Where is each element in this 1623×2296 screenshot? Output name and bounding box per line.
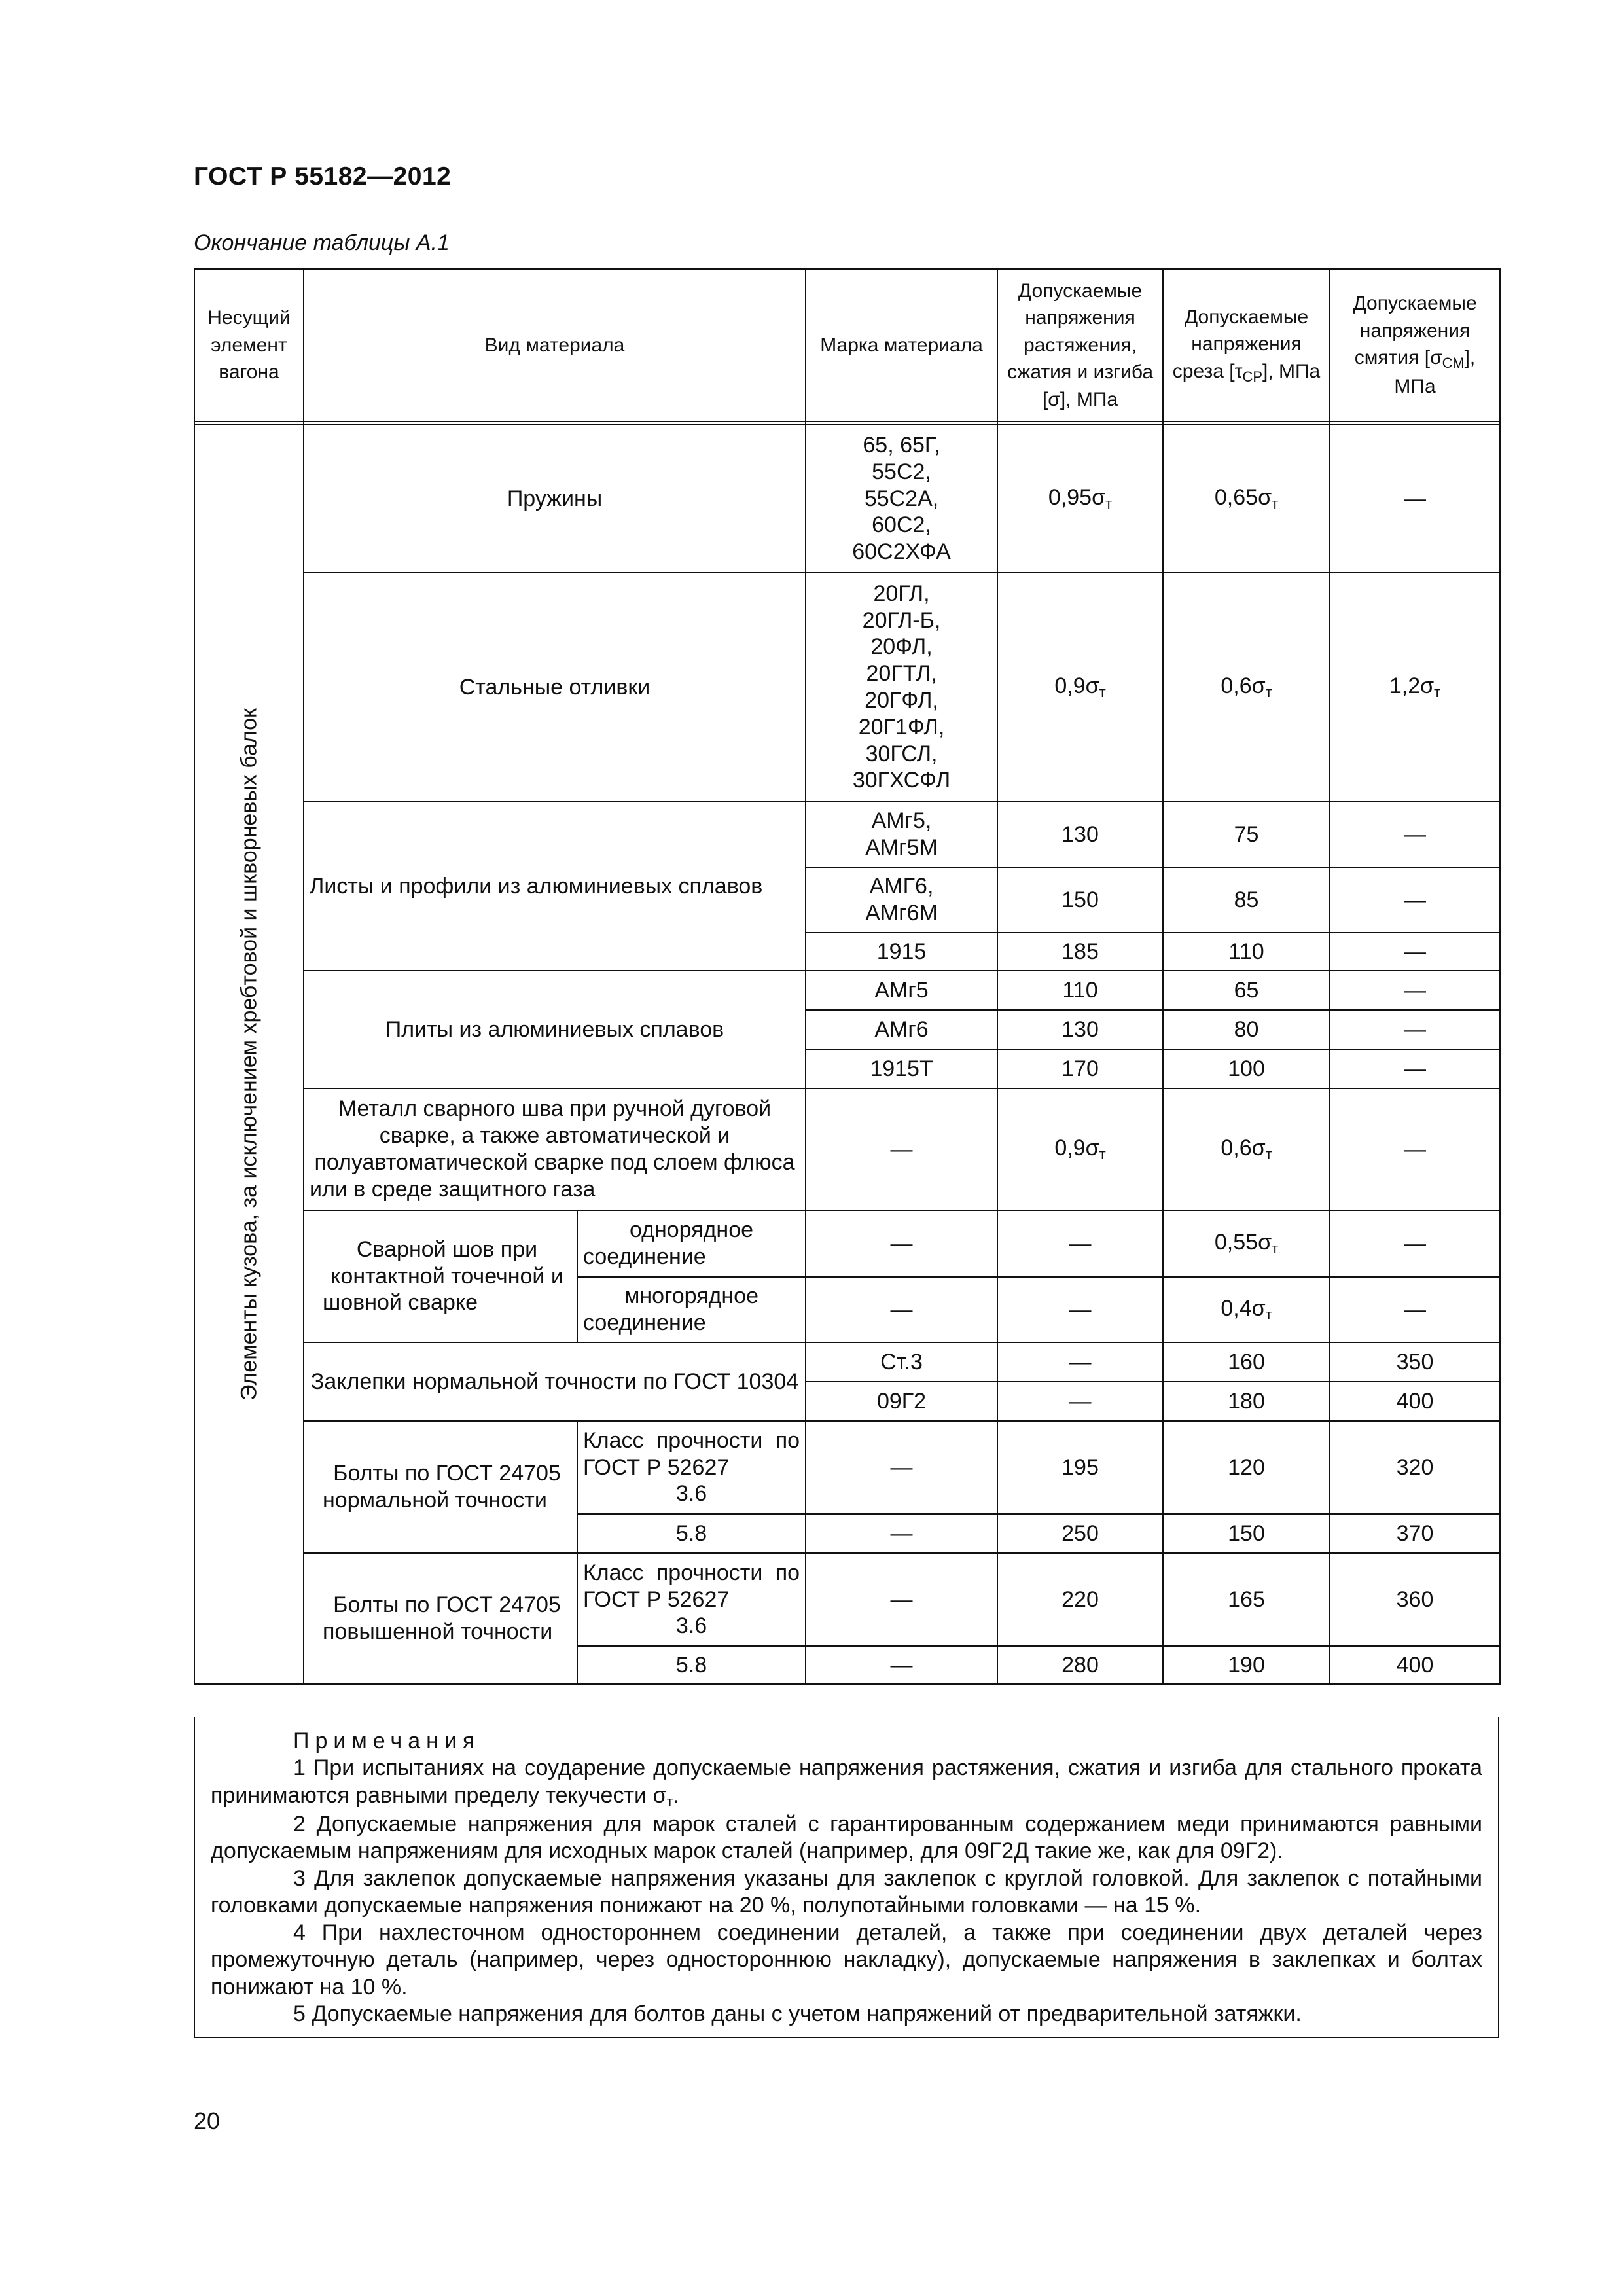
grade-cell: АМг6	[806, 1010, 997, 1049]
shear-cell: 80	[1163, 1010, 1330, 1049]
material-cell: Пружины	[304, 425, 806, 573]
material-cell: Болты по ГОСТ 24705 нормальной точности	[304, 1421, 577, 1553]
bearing-cell: —	[1330, 802, 1500, 867]
page-number: 20	[194, 2108, 221, 2134]
bearing-cell: 360	[1330, 1553, 1500, 1646]
class-cell: 5.8	[577, 1646, 806, 1684]
shear-cell: 65	[1163, 971, 1330, 1010]
bearing-cell: —	[1330, 1010, 1500, 1049]
joint-kind-cell: многорядное соединение	[577, 1277, 806, 1342]
stress-table	[194, 268, 1501, 1685]
shear-cell: 85	[1163, 867, 1330, 933]
shear-cell: $0,4\sigma_т$	[1163, 1277, 1330, 1342]
shear-cell: 100	[1163, 1049, 1330, 1088]
shear-cell: 120	[1163, 1421, 1330, 1514]
grade-cell: 65, 65Г, 55С2, 55С2А, 60С2, 60С2ХФА	[806, 425, 997, 573]
class-cell: Класс прочности по ГОСТ Р 52627 3.6	[577, 1553, 806, 1646]
shear-cell: 180	[1163, 1382, 1330, 1421]
grade-cell: —	[806, 1210, 997, 1277]
col-header-shear: Допускаемые напряжения среза $[\tau_{СР}]$, МПа	[1163, 269, 1330, 422]
bearing-cell: 400	[1330, 1646, 1500, 1684]
shear-cell: $0,65\sigma_т$	[1163, 425, 1330, 573]
shear-cell: 190	[1163, 1646, 1330, 1684]
bearing-cell: 370	[1330, 1514, 1500, 1553]
material-cell: Сварной шов при контактной точечной и шовной сварке	[304, 1210, 577, 1342]
bearing-cell: 350	[1330, 1342, 1500, 1382]
class-cell: Класс прочности по ГОСТ Р 52627 3.6	[577, 1421, 806, 1514]
bearing-cell: —	[1330, 1277, 1500, 1342]
tension-cell: $0,9\sigma_т$	[997, 1088, 1163, 1210]
tension-cell: 170	[997, 1049, 1163, 1088]
col-header-grade: Марка материала	[806, 269, 997, 422]
tension-cell: 185	[997, 933, 1163, 971]
grade-cell: 20ГЛ, 20ГЛ-Б, 20ФЛ, 20ГТЛ, 20ГФЛ, 20Г1ФЛ, 30ГСЛ, 30ГХСФЛ	[806, 573, 997, 802]
shear-cell: $0,6\sigma_т$	[1163, 1088, 1330, 1210]
table-row	[194, 971, 1500, 1010]
tension-cell: 280	[997, 1646, 1163, 1684]
material-cell: Металл сварного шва при ручной дуговой сварке, а также автоматической и полуавтоматической сварке под слоем флюса или в среде защитного газа	[304, 1088, 806, 1210]
shear-cell: 160	[1163, 1342, 1330, 1382]
table-row	[194, 573, 1500, 802]
note-3: 3 Для заклепок допускаемые напряжения указаны для заклепок с круглой головкой. Для заклепок с потайными головками допускаемые напряжения понижают на 20 %, полупотайными головками — на 15 %.	[211, 1865, 1482, 1918]
tension-cell: —	[997, 1382, 1163, 1421]
element-cell	[194, 425, 304, 1684]
shear-cell: $0,55\sigma_т$	[1163, 1210, 1330, 1277]
material-cell: Болты по ГОСТ 24705 повышенной точности	[304, 1553, 577, 1684]
bearing-cell: —	[1330, 1210, 1500, 1277]
col-header-bearing: Допускаемые напряжения смятия $[\sigma_{СМ}]$, МПа	[1330, 269, 1500, 422]
table-row	[194, 802, 1500, 867]
grade-cell: —	[806, 1277, 997, 1342]
grade-cell: Ст.3	[806, 1342, 997, 1382]
tension-cell: 150	[997, 867, 1163, 933]
note-4: 4 При нахлесточном одностороннем соединении деталей, а также при соединении двух деталей через промежуточную деталь (например, через одностороннюю накладку), допускаемые напряжения в заклепках и болтах понижают на 10 %.	[211, 1920, 1482, 2000]
bearing-cell: —	[1330, 1049, 1500, 1088]
col-header-element: Несущий элемент вагона	[194, 269, 304, 422]
joint-kind-cell: однорядное соединение	[577, 1210, 806, 1277]
bearing-cell: —	[1330, 425, 1500, 573]
tension-cell: $0,95\sigma_т$	[997, 425, 1163, 573]
grade-cell: 09Г2	[806, 1382, 997, 1421]
material-cell: Стальные отливки	[304, 573, 806, 802]
note-5: 5 Допускаемые напряжения для болтов даны с учетом напряжений от предварительной затяжки.	[293, 2001, 1302, 2027]
tension-cell: 130	[997, 1010, 1163, 1049]
grade-cell: —	[806, 1421, 997, 1514]
grade-cell: АМг5	[806, 971, 997, 1010]
grade-cell: —	[806, 1646, 997, 1684]
table-row	[194, 1342, 1500, 1382]
table-row	[194, 1210, 1500, 1277]
grade-cell: 1915	[806, 933, 997, 971]
grade-cell: 1915Т	[806, 1049, 997, 1088]
grade-cell: АМГ6, АМг6М	[806, 867, 997, 933]
note-1: 1 При испытаниях на соударение допускаемые напряжения растяжения, сжатия и изгиба для стального проката принимаются равными пределу текучести $\sigma_т$.	[211, 1755, 1482, 1810]
class-cell: 5.8	[577, 1514, 806, 1553]
table-row	[194, 425, 1500, 573]
material-cell: Листы и профили из алюминиевых сплавов	[304, 802, 806, 971]
col-header-material-kind: Вид материала	[304, 269, 806, 422]
note-2: 2 Допускаемые напряжения для марок сталей с гарантированным содержанием меди принимаются равными допускаемым напряжениям для исходных марок сталей (например, для 09Г2Д такие же, как для 09Г2).	[211, 1811, 1482, 1864]
grade-cell: —	[806, 1514, 997, 1553]
material-cell: Плиты из алюминиевых сплавов	[304, 971, 806, 1088]
tension-cell: —	[997, 1277, 1163, 1342]
tension-cell: 195	[997, 1421, 1163, 1514]
bearing-cell: 320	[1330, 1421, 1500, 1514]
table-header-row	[194, 269, 1500, 422]
material-cell: Заклепки нормальной точности по ГОСТ 10304	[304, 1342, 806, 1421]
tension-cell: 250	[997, 1514, 1163, 1553]
tension-cell: $0,9\sigma_т$	[997, 573, 1163, 802]
grade-cell: —	[806, 1088, 997, 1210]
bearing-cell: 400	[1330, 1382, 1500, 1421]
table-row	[194, 1088, 1500, 1210]
bearing-cell: —	[1330, 1088, 1500, 1210]
document-code: ГОСТ Р 55182—2012	[194, 162, 452, 190]
bearing-cell: —	[1330, 933, 1500, 971]
shear-cell: 150	[1163, 1514, 1330, 1553]
bearing-cell: $1,2\sigma_т$	[1330, 573, 1500, 802]
shear-cell: 75	[1163, 802, 1330, 867]
table-notes	[194, 1717, 1499, 2038]
bearing-cell: —	[1330, 867, 1500, 933]
shear-cell: 110	[1163, 933, 1330, 971]
col-header-tension: Допускаемые напряжения растяжения, сжатия и изгиба [σ], МПа	[997, 269, 1163, 422]
grade-cell: —	[806, 1553, 997, 1646]
element-label: Элементы кузова, за исключением хребтовой и шкворневых балок	[236, 708, 262, 1401]
bearing-cell: —	[1330, 971, 1500, 1010]
grade-cell: АМг5, АМг5М	[806, 802, 997, 867]
shear-cell: $0,6\sigma_т$	[1163, 573, 1330, 802]
table-row	[194, 1421, 1500, 1514]
shear-cell: 165	[1163, 1553, 1330, 1646]
notes-title: Примечания	[293, 1729, 481, 1753]
tension-cell: 110	[997, 971, 1163, 1010]
table-row	[194, 1553, 1500, 1646]
tension-cell: 130	[997, 802, 1163, 867]
tension-cell: —	[997, 1210, 1163, 1277]
tension-cell: 220	[997, 1553, 1163, 1646]
tension-cell: —	[997, 1342, 1163, 1382]
table-caption: Окончание таблицы А.1	[194, 230, 450, 255]
